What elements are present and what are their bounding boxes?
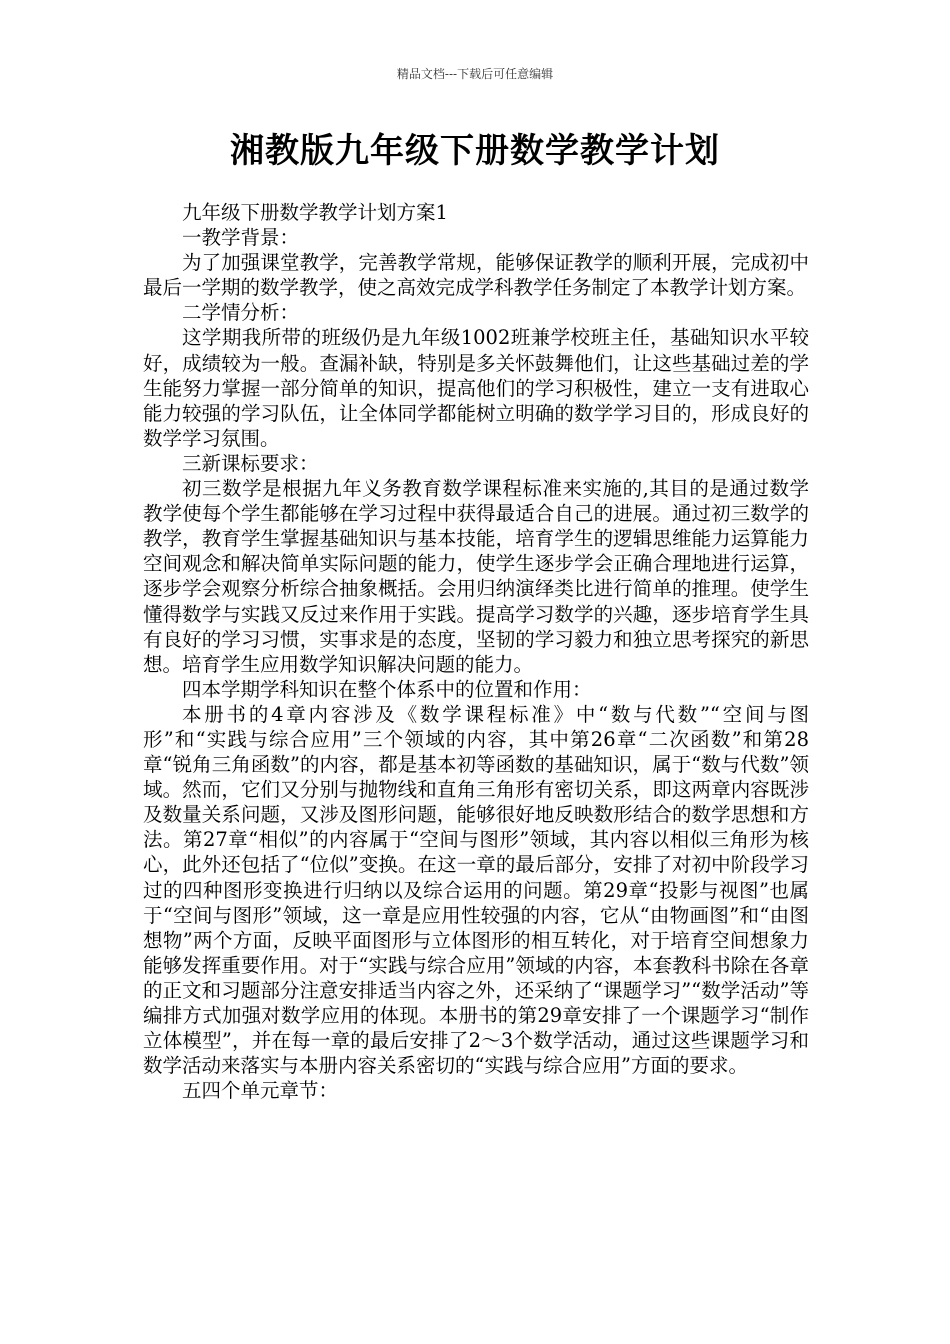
section-heading-curriculum: 三新课标要求： [182,451,319,475]
paragraph-background: 为了加强课堂教学，完善教学常规，能够保证教学的顺利开展，完成初中最后一学期的数学教学，使之高效完成学科教学任务制定了本教学计划方案。 [143,251,809,300]
page-header: 精品文档---下载后可任意编辑 [396,67,554,81]
paragraph-student-analysis: 这学期我所带的班级仍是九年级1002班兼学校班主任，基础知识水平较好，成绩较为一般。查漏补缺，特别是多关怀鼓舞他们，让这些基础过差的学生能努力掌握一部分简单的知识，提高他们的学习积极性，建立一支有进取心能力较强的学习队伍，让全体同学都能树立明确的数学学习目的，形成良好的数学学习氛围。 [143,326,809,450]
section-heading-student-analysis: 二学情分析： [182,301,300,325]
section-heading-knowledge-position: 四本学期学科知识在整个体系中的位置和作用： [182,677,592,701]
paragraph-curriculum: 初三数学是根据九年义务教育数学课程标准来实施的,其目的是通过数学教学使每个学生都能够在学习过程中获得最适合自己的进展。通过初三数学的教学，教育学生掌握基础知识与基本技能，培育学生的逻辑思维能力运算能力空间观念和解决简单实际问题的能力，使学生逐步学会正确合理地进行运算，逐步学会观察分析综合抽象概括。会用归纳演绎类比进行简单的推理。使学生懂得数学与实践又反过来作用于实践。提高学习数学的兴趣，逐步培育学生具有良好的学习习惯，实事求是的态度，坚韧的学习毅力和独立思考探究的新思想。培育学生应用数学知识解决问题的能力。 [143,477,809,676]
paragraph-knowledge-position: 本册书的4章内容涉及《数学课程标准》中“数与代数”“空间与图形”和“实践与综合应用”三个领域的内容，其中第26章“二次函数”和第28章“锐角三角函数”的内容，都是基本初等函数的基础知识，属于“数与代数”领域。然而，它们又分别与抛物线和直角三角形有密切关系，即这两章内容既涉及数量关系问题，又涉及图形问题，能够很好地反映数形结合的数学思想和方法。第27章“相似”的内容属于“空间与图形”领域，其内容以相似三角形为核心，此外还包括了“位似”变换。在这一章的最后部分，安排了对初中阶段学习过的四种图形变换进行归纳以及综合运用的问题。第29章“投影与视图”也属于“空间与图形”领域，这一章是应用性较强的内容，它从“由物画图”和“由图想物”两个方面，反映平面图形与立体图形的相互转化，对于培育空间想象力能够发挥重要作用。对于“实践与综合应用”领域的内容，本套教科书除在各章的正文和习题部分注意安排适当内容之外，还采纳了“课题学习”“数学活动”等编排方式加强对数学应用的体现。本册书的第29章安排了一个课题学习“制作立体模型”，并在每一章的最后安排了2～3个数学活动，通过这些课题学习和数学活动来落实与本册内容关系密切的“实践与综合应用”方面的要求。 [143,702,809,1078]
section-heading-units: 五四个单元章节： [182,1079,339,1103]
document-title: 湘教版九年级下册数学教学计划 [230,131,720,171]
section-heading-background: 一教学背景： [182,226,300,250]
plan-subtitle: 九年级下册数学教学计划方案1 [182,201,448,224]
document-body [143,200,809,1103]
